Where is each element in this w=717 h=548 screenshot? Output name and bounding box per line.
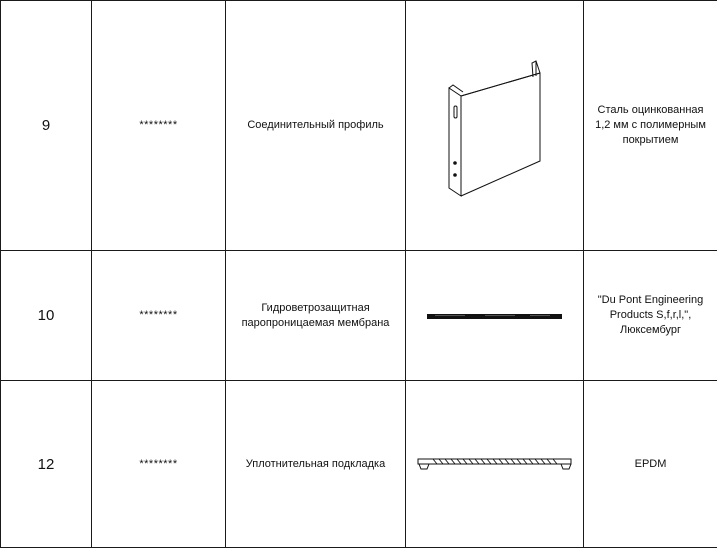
material-line: покрытием [590, 133, 711, 148]
connecting-profile-drawing-icon [435, 51, 555, 201]
item-picture [406, 381, 584, 548]
item-material [584, 251, 717, 381]
material-line: Сталь оцинкованная [590, 103, 711, 118]
table-row [1, 381, 717, 548]
material-line: Products S,f,r,l,", [590, 308, 711, 323]
item-code: ******** [92, 381, 226, 548]
sealing-gasket-drawing-icon [415, 456, 575, 472]
item-picture [406, 251, 584, 381]
item-name: Уплотнительная подкладка [226, 381, 406, 548]
table-row [1, 1, 717, 251]
material-line: "Du Pont Engineering [590, 293, 711, 308]
row-number: 12 [1, 381, 92, 548]
item-code: ******** [92, 1, 226, 251]
item-code: ******** [92, 251, 226, 381]
table-row [1, 251, 717, 381]
material-line: EPDM [590, 457, 711, 472]
item-name [226, 251, 406, 381]
membrane-drawing-icon [425, 311, 565, 321]
material-line: 1,2 мм с полимерным [590, 118, 711, 133]
name-line: паропроницаемая мембрана [226, 316, 405, 331]
item-name: Соединительный профиль [226, 1, 406, 251]
item-picture [406, 1, 584, 251]
item-material [584, 381, 717, 548]
item-material [584, 1, 717, 251]
material-line: Люксембург [590, 323, 711, 338]
name-line: Гидроветрозащитная [226, 301, 405, 316]
row-number: 9 [1, 1, 92, 251]
row-number: 10 [1, 251, 92, 381]
